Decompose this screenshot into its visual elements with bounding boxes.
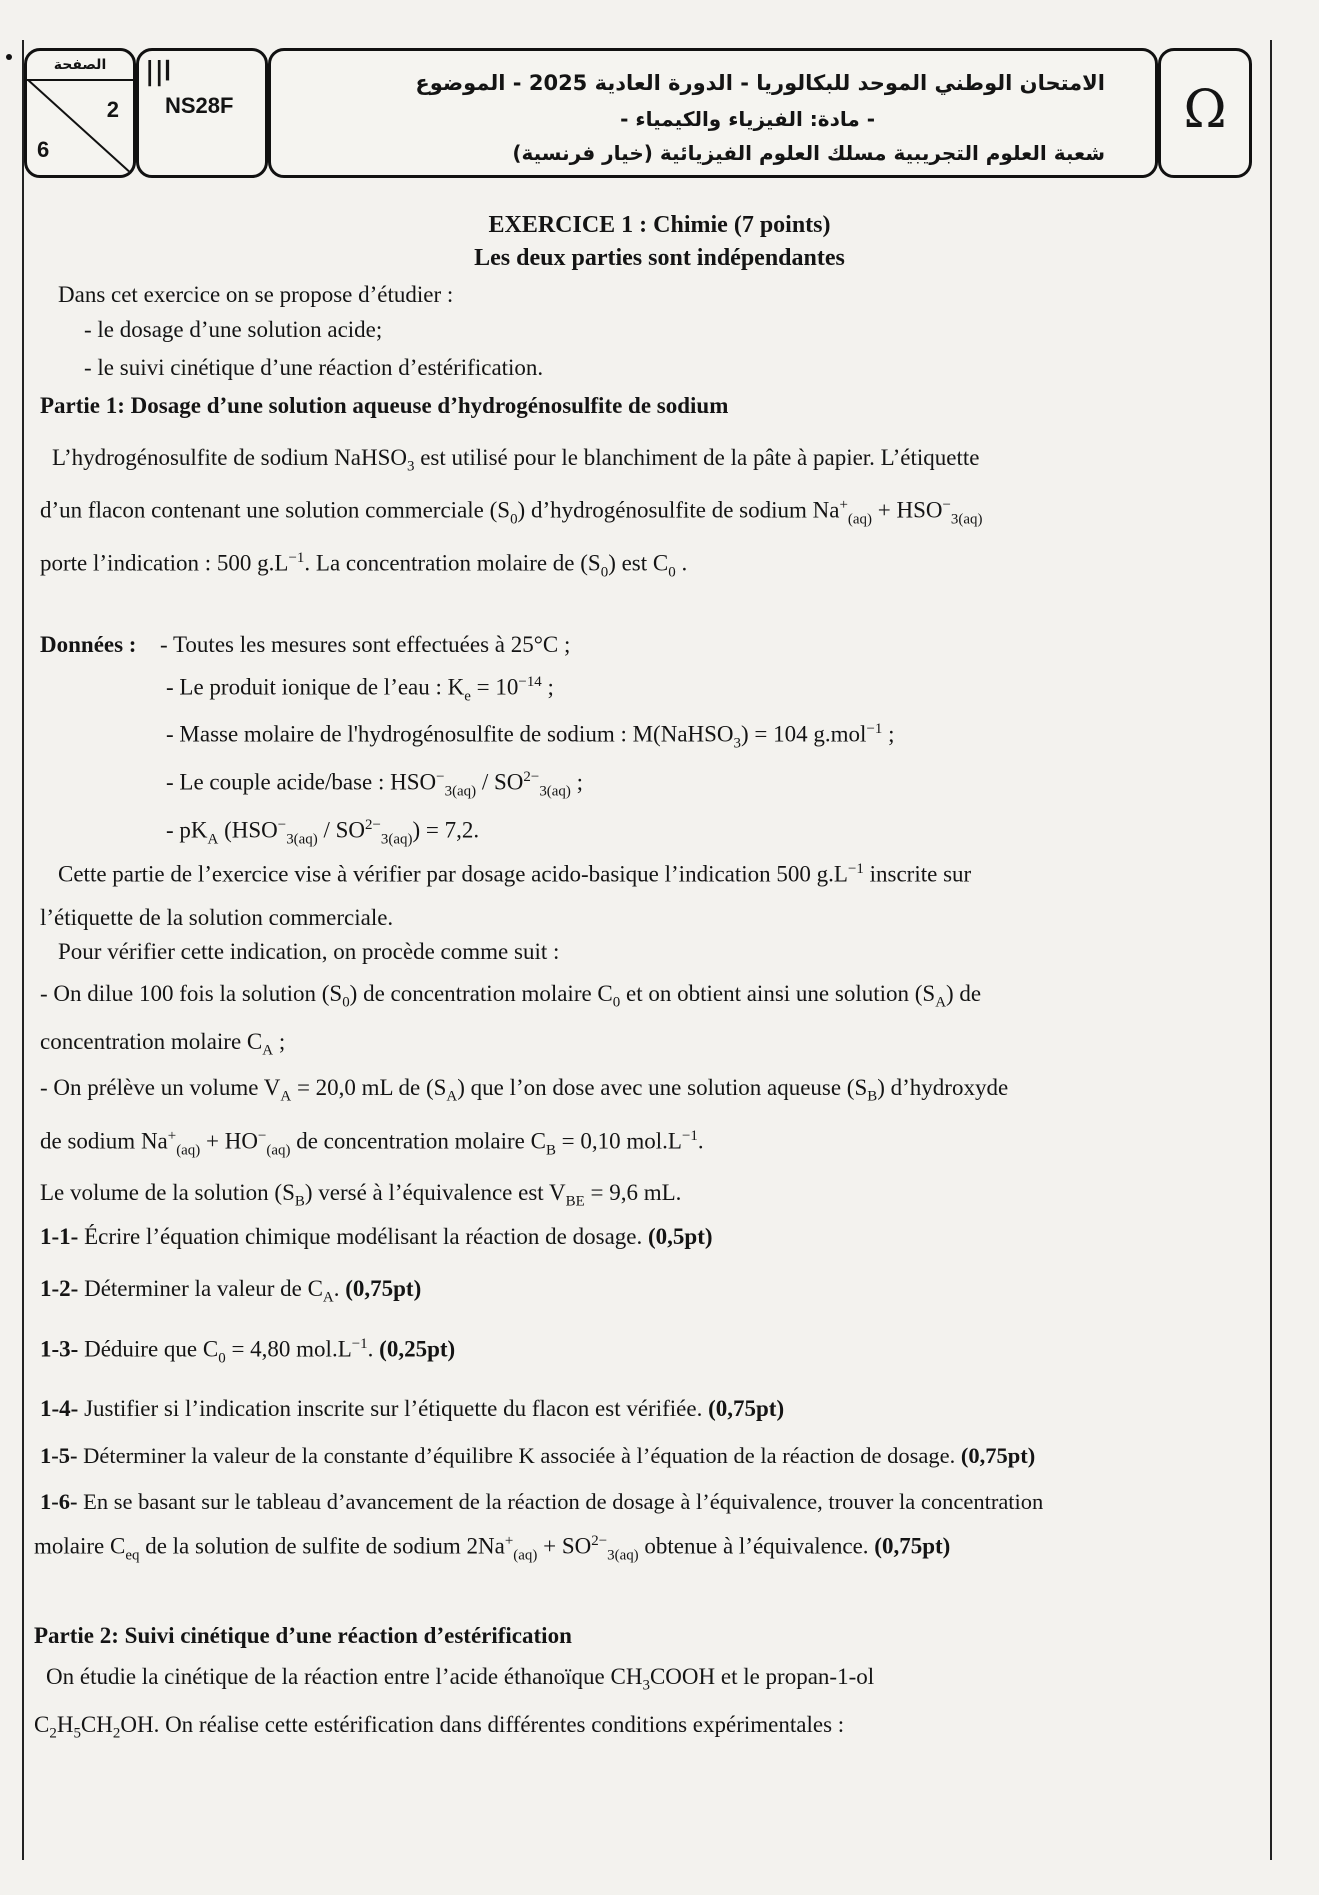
part2-para-line1: On étudie la cinétique de la réaction entre l’acide éthanoïque $CH_3COOH$ et le propan-1-ol bbox=[46, 1664, 875, 1694]
question-1-2: 1-2- Déterminer la valeur de $C_A$. (0,75pt) bbox=[40, 1276, 422, 1306]
data-label: Données : bbox=[40, 632, 137, 657]
procedure-step2-cont: de sodium $Na^+_{(aq)} + HO^-_{(aq)}$ de concentration molaire $C_B = 0,10$ $mol.L^{-1}$. bbox=[40, 1128, 704, 1159]
part2-title: Partie 2: Suivi cinétique d’une réaction d’estérification bbox=[34, 1623, 572, 1648]
exam-subject: - مادة: الفيزياء والكيمياء - bbox=[620, 107, 875, 131]
question-1-6-cont: molaire $C_{eq}$ de la solution de sulfite de sodium $2Na^+_{(aq)} + SO^{2-}_{3(aq)}$ obtenue à l’équivalence. (0,75pt) bbox=[34, 1533, 951, 1564]
exam-title-box bbox=[268, 48, 1158, 178]
part1-para-line2: d’un flacon contenant une solution commerciale $(S_0)$ d’hydrogénosulfite de sodium $Na^+_{(aq)} + HSO^-_{3(aq)}$ bbox=[40, 497, 983, 528]
question-1-6: 1-6- En se basant sur le tableau d’avancement de la réaction de dosage à l’équivalence, trouver la concentration bbox=[40, 1489, 1044, 1514]
aim-line2: l’étiquette de la solution commerciale. bbox=[40, 905, 394, 930]
question-1-3: 1-3- Déduire que $C_0 = 4,80$ $mol.L^{-1}$. (0,25pt) bbox=[40, 1336, 456, 1367]
procedure-step2: - On prélève un volume $V_A = 20,0$ mL de $(S_A)$ que l’on dose avec une solution aqueuse $(S_B)$ d’hydroxyde bbox=[40, 1075, 1009, 1105]
procedure-step1-cont: concentration molaire $C_A$ ; bbox=[40, 1029, 286, 1059]
exam-title: الامتحان الوطني الموحد للبكالوريا - الدورة العادية 2025 - الموضوع bbox=[415, 71, 1105, 95]
procedure-intro: Pour vérifier cette indication, on procède comme suit : bbox=[58, 939, 560, 964]
procedure-step1: - On dilue 100 fois la solution $(S_0)$ de concentration molaire $C_0$ et on obtient ainsi une solution $(S_A)$ de bbox=[40, 981, 982, 1011]
exam-track: شعبة العلوم التجريبية مسلك العلوم الفيزيائية (خيار فرنسية) bbox=[512, 141, 1105, 165]
exercise-title: EXERCICE 1 : Chimie (7 points) bbox=[488, 212, 831, 238]
data-item-temperature: - Toutes les mesures sont effectuées à 25°C ; bbox=[160, 632, 571, 657]
handwritten-mark: ||ا bbox=[145, 57, 172, 87]
exercise-intro: Dans cet exercice on se propose d’étudier : bbox=[58, 282, 454, 307]
exam-code: NS28F bbox=[165, 93, 234, 118]
page-total: 6 bbox=[37, 137, 50, 162]
objective-2: - le suivi cinétique d’une réaction d’estérification. bbox=[84, 355, 544, 380]
part2-para-line2: $C_2H_5CH_2OH$. On réalise cette estérification dans différentes conditions expérimentales : bbox=[34, 1712, 845, 1742]
equivalence-volume: Le volume de la solution $(S_B)$ versé à l’équivalence est $V_{BE} = 9,6$ mL. bbox=[40, 1180, 682, 1210]
part1-para-line1: L’hydrogénosulfite de sodium NaHSO$_3$ est utilisé pour le blanchiment de la pâte à papier. L’étiquette bbox=[52, 445, 980, 475]
question-1-1: 1-1- Écrire l’équation chimique modélisant la réaction de dosage. (0,5pt) bbox=[40, 1224, 713, 1249]
data-item-couple: - Le couple acide/base : $HSO^-_{3(aq)} / SO^{2-}_{3(aq)}$ ; bbox=[166, 769, 583, 800]
page-current: 2 bbox=[106, 97, 119, 122]
question-1-4: 1-4- Justifier si l’indication inscrite sur l’étiquette du flacon est vérifiée. (0,75pt) bbox=[40, 1396, 785, 1421]
punch-hole-dot bbox=[6, 54, 12, 60]
part1-para-line3: porte l’indication : 500 $g.L^{-1}$. La concentration molaire de $(S_0)$ est $C_0$ . bbox=[40, 550, 688, 581]
exercise-subtitle: Les deux parties sont indépendantes bbox=[474, 245, 845, 271]
objective-1: - le dosage d’une solution acide; bbox=[84, 317, 383, 342]
data-item-molar-mass: - Masse molaire de l'hydrogénosulfite de sodium : M(NaHSO$_3$) = 104 g.mol$^{-1}$ ; bbox=[166, 721, 895, 752]
part1-title: Partie 1: Dosage d’une solution aqueuse d’hydrogénosulfite de sodium bbox=[40, 393, 729, 418]
question-1-5: 1-5- Déterminer la valeur de la constante d’équilibre K associée à l’équation de la réaction de dosage. (0,75pt) bbox=[40, 1443, 1036, 1468]
page-label: الصفحة bbox=[27, 51, 133, 81]
data-item-ionic-product: - Le produit ionique de l’eau : $K_e = 10^{-14}$ ; bbox=[166, 674, 554, 705]
omega-logo: Ω bbox=[1158, 48, 1252, 178]
data-item-pka: - $pK_A$ $(HSO^-_{3(aq)} / SO^{2-}_{3(aq)}) = 7,2$. bbox=[166, 817, 480, 848]
aim-line1: Cette partie de l’exercice vise à vérifier par dosage acido-basique l’indication 500 $g.L^{-1}$ inscrite sur bbox=[58, 861, 972, 887]
